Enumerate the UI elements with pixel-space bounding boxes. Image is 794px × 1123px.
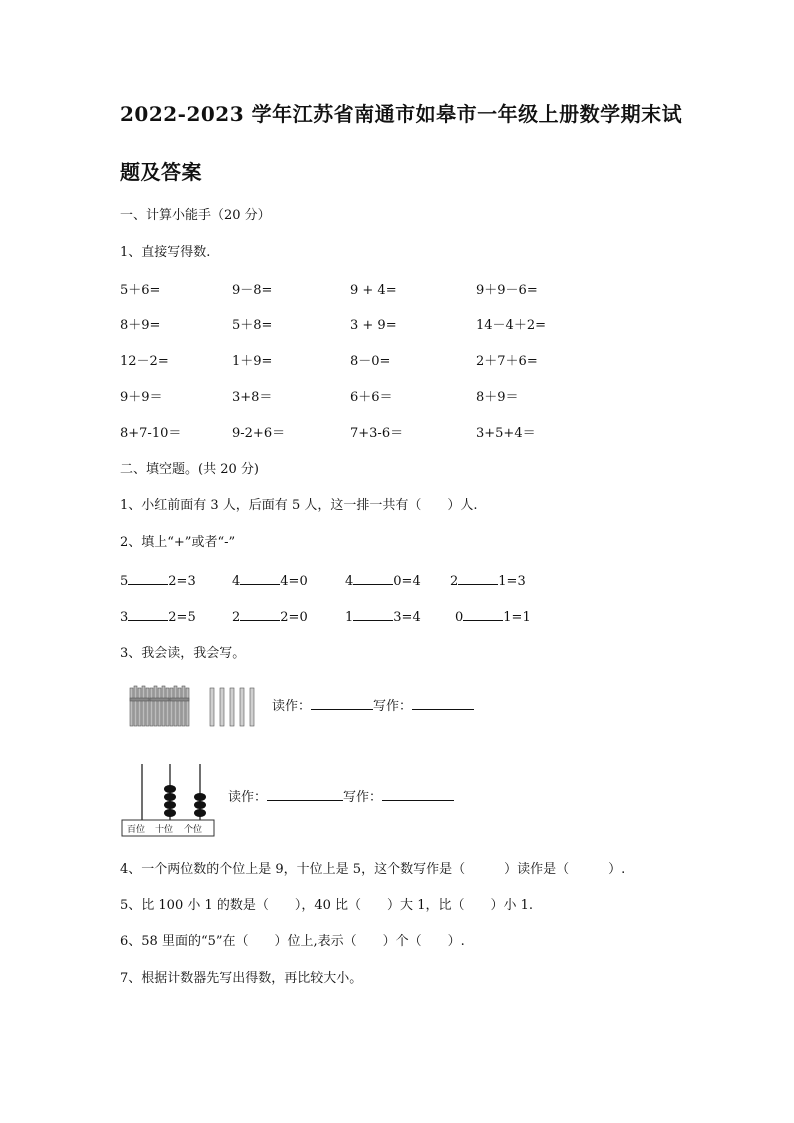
sign-item: 2 1=3 [450,574,526,589]
fill-question-5: 5、比 100 小 1 的数是（ ），40 比（ ）大 1，比（ ）小 1. [120,898,533,913]
stick-bundle-icon [130,686,149,726]
question-1-title: 1、直接写得数. [120,245,211,260]
calc-item: 14－4＋2= [476,318,546,333]
fill-question-4: 4、一个两位数的个位上是 9，十位上是 5，这个数写作是（ ）读作是（ ）. [120,862,626,877]
abacus-label-tens: 十位 [154,825,173,835]
stick-bundle-icon [150,686,169,726]
sign-item: 5 2=3 [120,574,196,589]
sign-item: 2 2=0 [232,610,308,625]
calc-item: 5＋6= [120,283,161,298]
answer-blank[interactable] [240,608,280,621]
document-title-line1: 2022-2023 学年江苏省南通市如皋市一年级上册数学期末试 [120,102,683,126]
calc-item: 8+7-10＝ [120,426,182,441]
stick-bundle-icon [170,686,189,726]
fill-question-1: 1、小红前面有 3 人，后面有 5 人，这一排一共有（ ）人. [120,498,478,513]
read-answer-blank[interactable] [267,788,343,801]
calc-item: 8＋9＝ [476,390,519,405]
write-answer-blank[interactable] [382,788,454,801]
write-answer-blank[interactable] [412,697,474,710]
abacus-labels [122,822,208,835]
single-sticks-icon [210,688,254,726]
section1-heading: 一、计算小能手（20 分） [120,208,271,223]
calc-item: 5＋8= [232,318,273,333]
fill-question-2-title: 2、填上“+”或者“-” [120,535,236,550]
calc-item: 9＋9－6= [476,283,538,298]
document-title-line2: 题及答案 [120,160,202,184]
read-answer-blank[interactable] [311,697,373,710]
answer-blank[interactable] [353,608,393,621]
calc-item: 8＋9= [120,318,161,333]
sign-item: 4 4=0 [232,574,308,589]
fill-question-6: 6、58 里面的“5”在（ ）位上,表示（ ）个（ ）. [120,934,465,949]
calc-item: 9-2+6＝ [232,426,286,441]
calc-item: 9－8= [232,283,273,298]
calc-item: 9 + 4= [350,283,397,298]
sticks-read-write: 读作： 写作： [272,697,474,715]
calc-item: 6＋6＝ [350,390,393,405]
answer-blank[interactable] [128,608,168,621]
abacus-label-ones: 个位 [183,825,202,835]
abacus-read-write: 读作： 写作： [228,788,454,806]
sign-item: 3 2=5 [120,610,196,625]
calc-item: 8－0= [350,354,391,369]
calc-item: 7+3-6＝ [350,426,404,441]
answer-blank[interactable] [353,572,393,585]
answer-blank[interactable] [458,572,498,585]
calc-item: 1＋9= [232,354,273,369]
answer-blank[interactable] [240,572,280,585]
sign-item: 0 1=1 [455,610,531,625]
abacus-label-hundreds: 百位 [126,825,145,835]
calc-item: 12－2= [120,354,169,369]
calc-item: 3 + 9= [350,318,397,333]
calc-item: 2＋7＋6= [476,354,538,369]
sign-item: 1 3=4 [345,610,421,625]
sign-item: 4 0=4 [345,574,421,589]
answer-blank[interactable] [128,572,168,585]
fill-question-7: 7、根据计数器先写出得数，再比较大小。 [120,971,363,986]
calc-item: 3+5+4＝ [476,426,536,441]
counting-sticks-figure [126,682,266,728]
answer-blank[interactable] [463,608,503,621]
calc-item: 9＋9＝ [120,390,163,405]
section2-heading: 二、填空题。(共 20 分) [120,462,259,477]
calc-item: 3+8＝ [232,390,273,405]
fill-question-3-title: 3、我会读，我会写。 [120,646,246,661]
